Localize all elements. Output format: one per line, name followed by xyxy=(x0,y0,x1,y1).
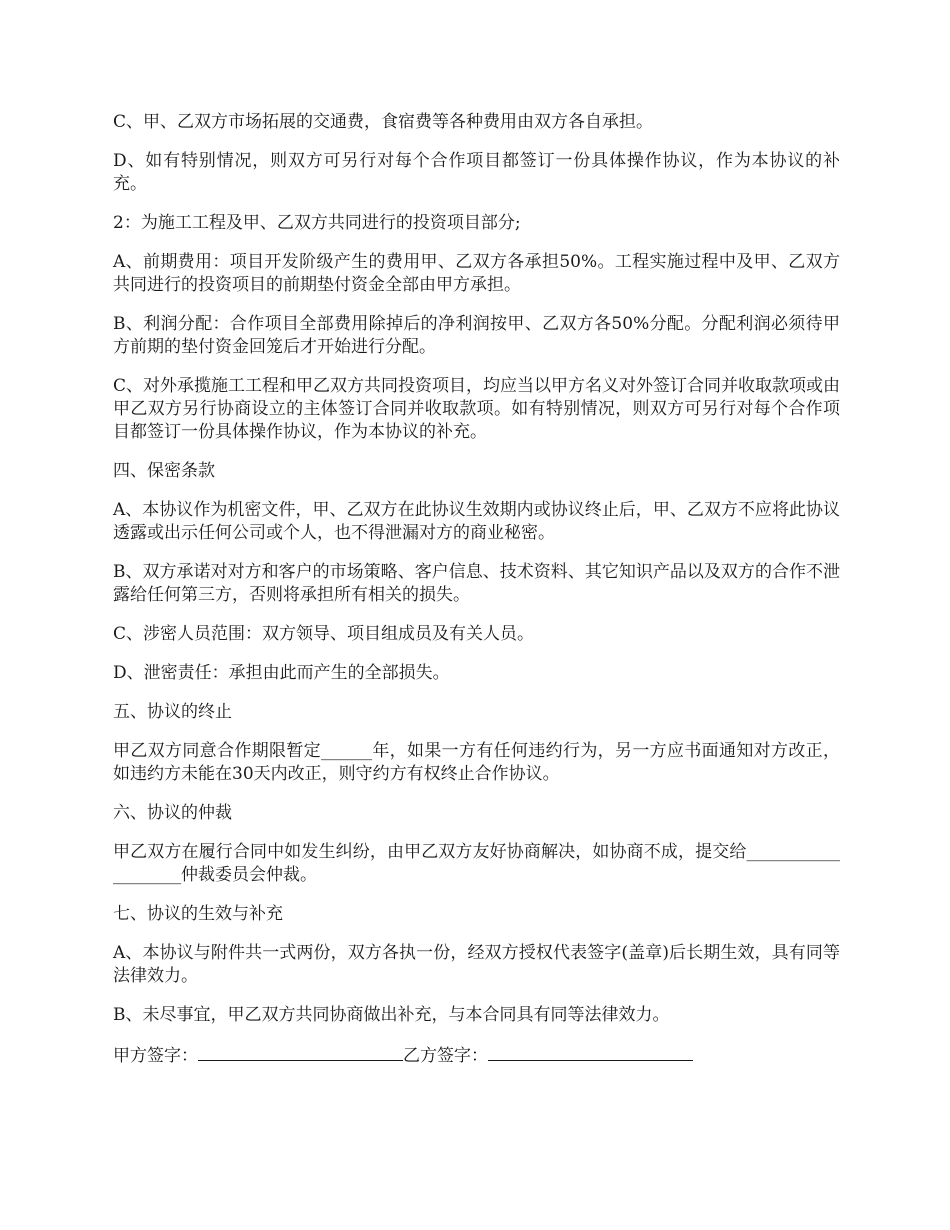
paragraph-arbitration-terms: 甲乙双方在履行合同中如发生纠纷，由甲乙双方友好协商解决，如协商不成，提交给___________________仲裁委员会仲裁。 xyxy=(113,842,840,885)
section-heading-effect-supplement: 七、协议的生效与补充 xyxy=(113,904,283,924)
document-body xyxy=(113,111,840,1084)
party-a-signature-label: 甲方签字： xyxy=(113,1046,198,1066)
paragraph-a-confidential-document: A、本协议作为机密文件，甲、乙双方在此协议生效期内或协议终止后，甲、乙双方不应将此协议透露或出示任何公司或个人，也不得泄漏对方的商业秘密。 xyxy=(113,500,840,543)
party-b-signature-label: 乙方签字： xyxy=(403,1046,488,1066)
paragraph-c-contracting: C、对外承揽施工工程和甲乙双方共同投资项目，均应当以甲方名义对外签订合同并收取款项或由甲乙双方另行协商设立的主体签订合同并收取款项。如有特别情况，则双方可另行对每个合作项目都签订一份具体操作协议，作为本协议的补充。 xyxy=(113,376,841,442)
section-heading-arbitration: 六、协议的仲裁 xyxy=(113,803,232,823)
party-a-signature-line[interactable] xyxy=(198,1043,403,1061)
paragraph-d-liability: D、泄密责任：承担由此而产生的全部损失。 xyxy=(113,663,450,683)
paragraph-d-special-case: D、如有特别情况，则双方可另行对每个合作项目都签订一份具体操作协议，作为本协议的补充。 xyxy=(113,151,840,194)
paragraph-b-non-disclosure: B、双方承诺对对方和客户的市场策略、客户信息、技术资料、其它知识产品以及双方的合作不泄露给任何第三方，否则将承担所有相关的损失。 xyxy=(113,562,840,605)
paragraph-b-supplement: B、未尽事宜，甲乙双方共同协商做出补充，与本合同具有同等法律效力。 xyxy=(113,1005,670,1025)
paragraph-a-effectiveness: A、本协议与附件共一式两份，双方各执一份，经双方授权代表签字(盖章)后长期生效，具有同等法律效力。 xyxy=(113,943,840,986)
paragraph-termination-terms: 甲乙双方同意合作期限暂定______年，如果一方有任何违约行为，另一方应书面通知对方改正，如违约方未能在30天内改正，则守约方有权终止合作协议。 xyxy=(113,741,840,784)
paragraph-b-profit-share: B、利润分配：合作项目全部费用除掉后的净利润按甲、乙双方各50%分配。分配利润必须待甲方前期的垫付资金回笼后才开始进行分配。 xyxy=(113,314,840,357)
paragraph-a-early-costs: A、前期费用：项目开发阶级产生的费用甲、乙双方各承担50%。工程实施过程中及甲、乙双方共同进行的投资项目的前期垫付资金全部由甲方承担。 xyxy=(113,252,840,295)
party-b-signature-line[interactable] xyxy=(488,1043,693,1061)
section-heading-confidentiality: 四、保密条款 xyxy=(113,461,215,481)
signature-row xyxy=(113,1043,840,1068)
paragraph-c-personnel-scope: C、涉密人员范围：双方领导、项目组成员及有关人员。 xyxy=(113,624,535,644)
paragraph-2-investment-heading: 2：为施工工程及甲、乙双方共同进行的投资项目部分; xyxy=(113,213,521,233)
paragraph-c-travel-costs: C、甲、乙双方市场拓展的交通费，食宿费等各种费用由双方各自承担。 xyxy=(113,112,654,132)
section-heading-termination: 五、协议的终止 xyxy=(113,702,232,722)
